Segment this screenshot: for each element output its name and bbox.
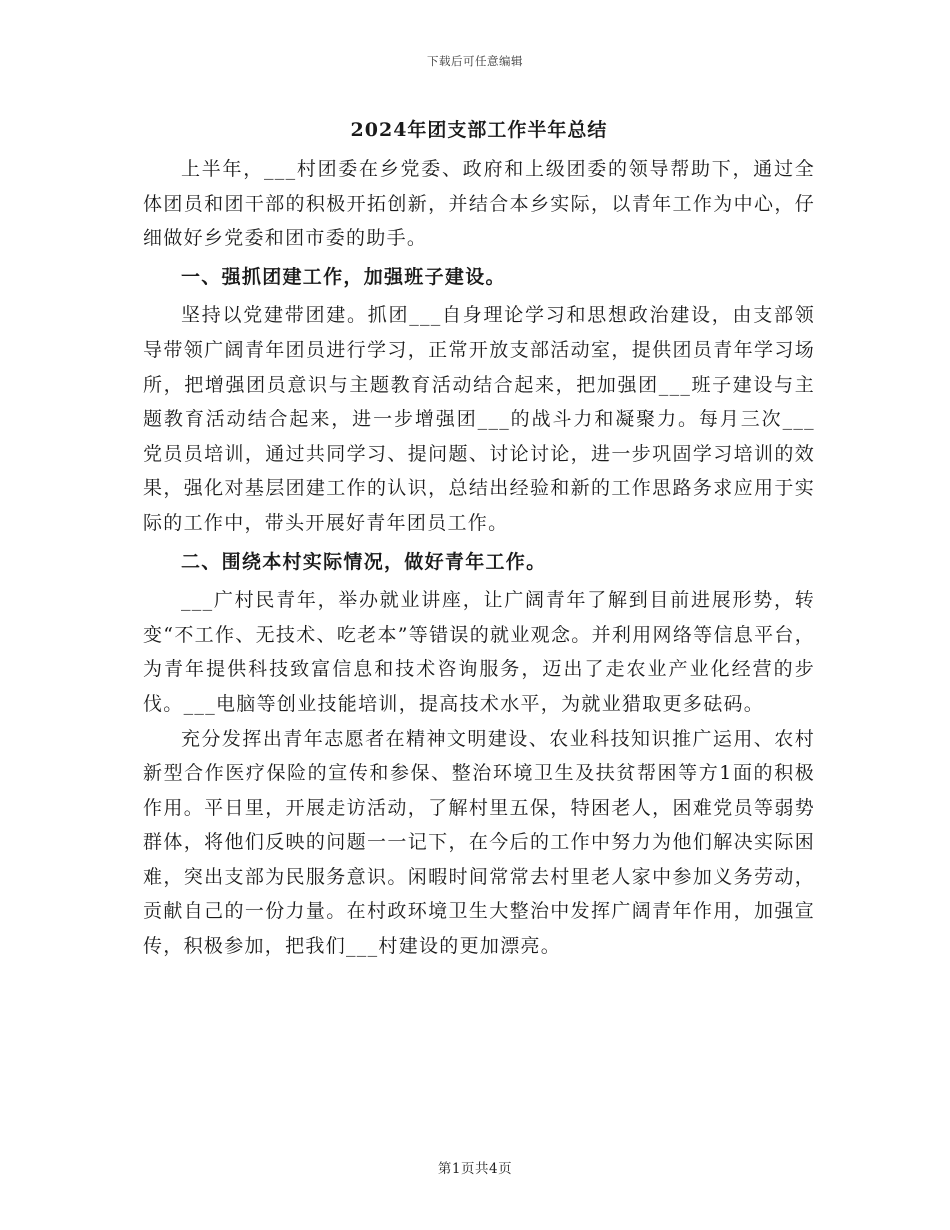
document-title: 2024年团支部工作半年总结 xyxy=(350,119,608,141)
document-body xyxy=(143,112,815,964)
section-1-paragraph: 坚持以党建带团建。抓团___自身理论学习和思想政治建设，由支部领导带领广阔青年团员进行学习，正常开放支部活动室，提供团员青年学习场所，把增强团员意识与主题教育活动结合起来，把加强团___班子建设与主题教育活动结合起来，进一步增强团___的战斗力和凝聚力。每月三次___党员员培训，通过共同学习、提问题、讨论讨论，进一步巩固学习培训的效果，强化对基层团建工作的认识，总结出经验和新的工作思路务求应用于实际的工作中，带头开展好青年团员工作。 xyxy=(143,304,815,534)
section-2-paragraph-1: ___广村民青年，举办就业讲座，让广阔青年了解到目前进展形势，转变“不工作、无技术、吃老本”等错误的就业观念。并利用网络等信息平台，为青年提供科技致富信息和技术咨询服务，迈出了走农业产业化经营的步伐。___电脑等创业技能培训，提高技术水平，为就业猎取更多砝码。 xyxy=(143,589,815,715)
header-note: 下载后可任意编辑 xyxy=(427,54,523,68)
section-heading-1: 一、强抓团建工作，加强班子建设。 xyxy=(181,265,506,288)
section-2-paragraph-2: 充分发挥出青年志愿者在精神文明建设、农业科技知识推广运用、农村新型合作医疗保险的宣传和参保、整治环境卫生及扶贫帮困等方1面的积极作用。平日里，开展走访活动，了解村里五保，特困老人，困难党员等弱势群体，将他们反映的问题一一记下，在今后的工作中努力为他们解决实际困难，突出支部为民服务意识。闲暇时间常常去村里老人家中参加义务劳动，贡献自己的一份力量。在村政环境卫生大整治中发挥广阔青年作用，加强宣传，积极参加，把我们___村建设的更加漂亮。 xyxy=(143,727,815,958)
section-heading-2: 二、围绕本村实际情况，做好青年工作。 xyxy=(181,550,547,573)
intro-paragraph: 上半年，___村团委在乡党委、政府和上级团委的领导帮助下，通过全体团员和团干部的积极开拓创新，并结合本乡实际，以青年工作为中心，仔细做好乡党委和团市委的助手。 xyxy=(143,158,815,250)
page-number: 第1页共4页 xyxy=(437,1161,513,1177)
